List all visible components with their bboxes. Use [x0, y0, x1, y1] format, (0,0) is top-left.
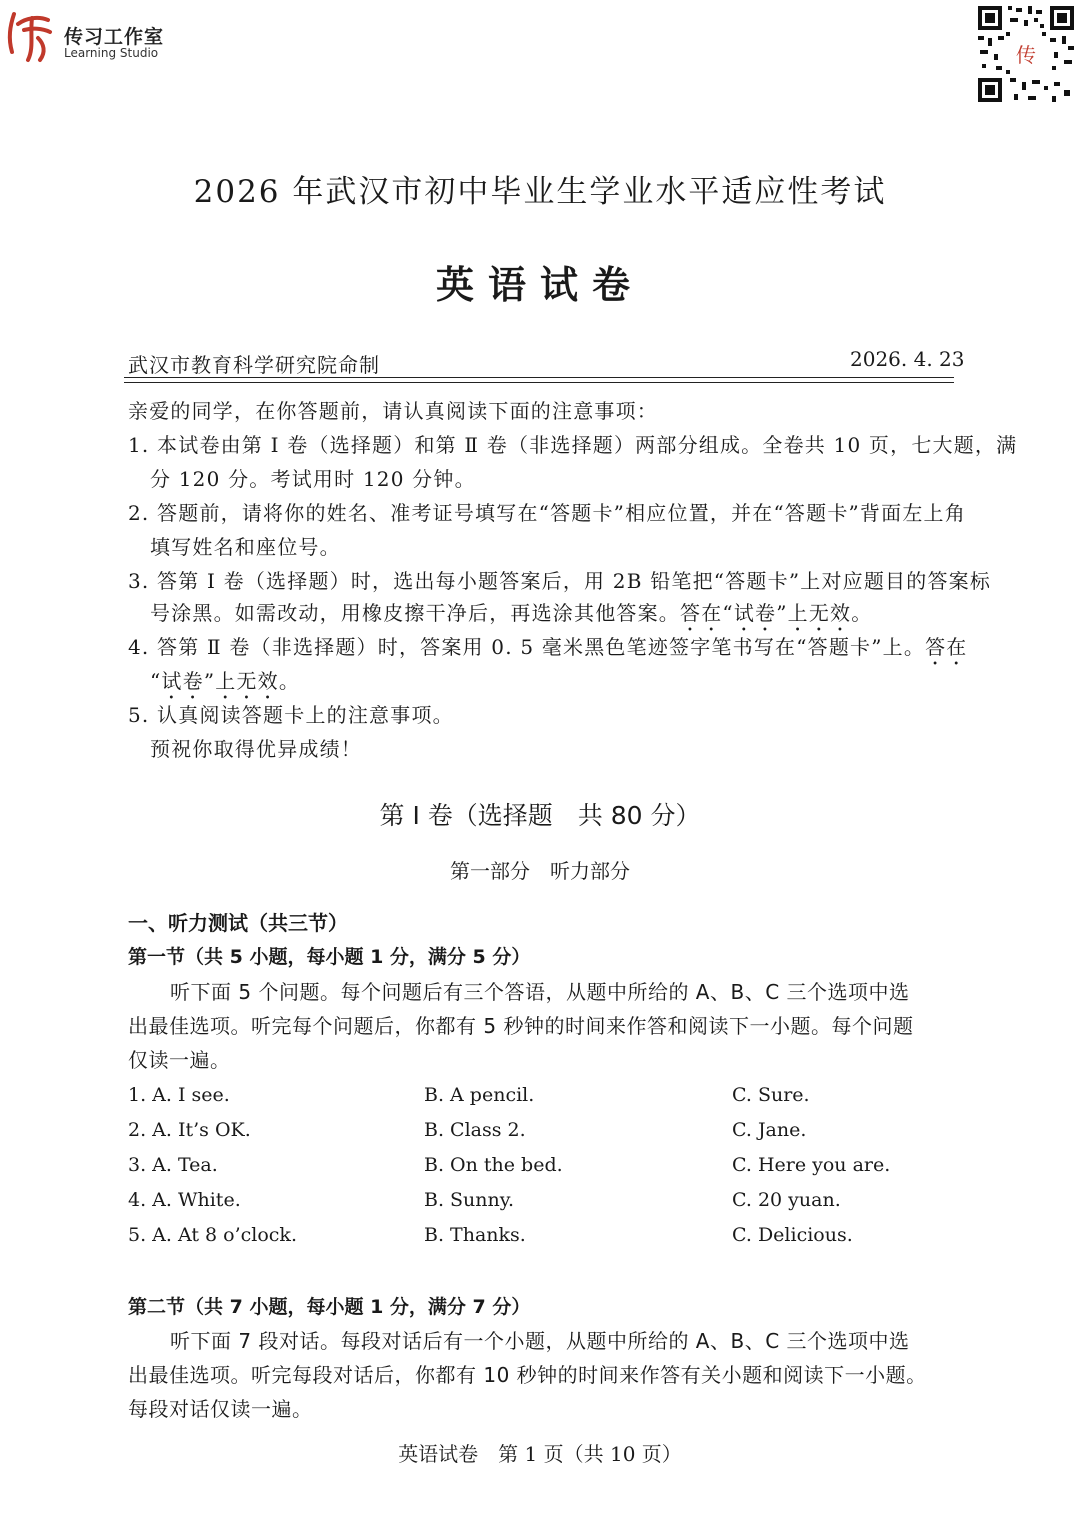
exam-subtitle: 英语试卷: [435, 262, 644, 307]
notice-item-5: 5. 认真阅读答题卡上的注意事项。: [128, 703, 454, 727]
section-2-instr-line2: 出最佳选项。听完每段对话后，你都有 10 秒钟的时间来作答有关小题和阅读下一小题。: [128, 1363, 927, 1387]
section-1-title: 第一节（共 5 小题，每小题 1 分，满分 5 分）: [128, 946, 531, 968]
notice-item-3b-emphasis: 答在“试卷”上无效: [680, 601, 852, 625]
header-rule-top: [124, 377, 954, 378]
question-3-option-b: B. On the bed.: [424, 1154, 563, 1176]
notice-intro: 亲爱的同学，在你答题前，请认真阅读下面的注意事项：: [128, 399, 658, 423]
question-5-option-b: B. Thanks.: [424, 1224, 526, 1246]
publisher: 武汉市教育科学研究院命制: [128, 353, 380, 377]
studio-logo: [0, 8, 200, 68]
qr-center-glyph: 传: [1016, 43, 1036, 67]
question-5-option-c: C. Delicious.: [732, 1224, 853, 1246]
page-footer: 英语试卷 第 1 页（共 10 页）: [398, 1442, 682, 1466]
part-1-title: 第一部分 听力部分: [450, 859, 630, 883]
notice-item-4a-emphasis: 答在: [925, 635, 968, 659]
notice-item-4b-emphasis: “试卷”上无效: [150, 669, 279, 693]
notice-item-2b: 填写姓名和座位号。: [150, 535, 341, 559]
section-1-instr-line3: 仅读一遍。: [128, 1048, 231, 1072]
exam-title: 2026 年武汉市初中毕业生学业水平适应性考试: [193, 174, 887, 210]
notice-item-1a: 1. 本试卷由第 Ⅰ 卷（选择题）和第 Ⅱ 卷（非选择题）两部分组成。全卷共 10 页，七大题，满: [128, 433, 1018, 457]
section-2-title: 第二节（共 7 小题，每小题 1 分，满分 7 分）: [128, 1296, 531, 1318]
question-1-option-a: 1. A. I see.: [128, 1084, 230, 1106]
question-4-option-c: C. 20 yuan.: [732, 1189, 841, 1211]
qr-code-icon[interactable]: [974, 2, 1078, 106]
question-2-option-a: 2. A. It’s OK.: [128, 1119, 251, 1141]
logo-brush-icon: [4, 8, 56, 66]
section-1-instr-line1: 听下面 5 个问题。每个问题后有三个答语，从题中所给的 A、B、C 三个选项中选: [170, 980, 910, 1004]
logo-chinese-text: 传习工作室: [64, 26, 165, 48]
section-1-instr-line2: 出最佳选项。听完每个问题后，你都有 5 秒钟的时间来作答和阅读下一小题。每个问题: [128, 1014, 914, 1038]
section-2-instructions: [128, 1324, 958, 1426]
question-4-option-b: B. Sunny.: [424, 1189, 515, 1211]
question-5-option-a: 5. A. At 8 o’clock.: [128, 1224, 297, 1246]
question-1-option-c: C. Sure.: [732, 1084, 810, 1106]
question-2-option-b: B. Class 2.: [424, 1119, 526, 1141]
listening-section-heading: 一、听力测试（共三节）: [128, 911, 348, 935]
volume-1-title: 第 Ⅰ 卷（选择题 共 80 分）: [379, 801, 701, 830]
notice-item-1b: 分 120 分。考试用时 120 分钟。: [150, 467, 476, 491]
notice-item-4b-end: 。: [278, 669, 301, 693]
question-3-option-a: 3. A. Tea.: [128, 1154, 218, 1176]
header-rule-bottom: [124, 382, 954, 383]
section-1-instructions: [128, 975, 958, 1077]
section-2-instr-line3: 每段对话仅读一遍。: [128, 1397, 313, 1421]
notice-item-4a-text: 4. 答第 Ⅱ 卷（非选择题）时，答案用 0. 5 毫米黑色笔迹签字笔书写在“答题卡”上。: [128, 635, 926, 659]
question-1-option-b: B. A pencil.: [424, 1084, 535, 1106]
question-2-option-c: C. Jane.: [732, 1119, 807, 1141]
notice-item-3b-end: 。: [851, 601, 873, 625]
notice-item-2a: 2. 答题前，请将你的姓名、准考证号填写在“答题卡”相应位置，并在“答题卡”背面左上角: [128, 501, 966, 525]
section-2-instr-line1: 听下面 7 段对话。每段对话后有一个小题，从题中所给的 A、B、C 三个选项中选: [170, 1329, 910, 1353]
logo-english-text: Learning Studio: [64, 46, 159, 60]
question-3-option-c: C. Here you are.: [732, 1154, 891, 1176]
notice-wish: 预祝你取得优异成绩！: [150, 737, 362, 761]
notice-item-3a: 3. 答第 Ⅰ 卷（选择题）时，选出每小题答案后，用 2B 铅笔把“答题卡”上对应题目的答案标: [128, 569, 992, 593]
question-4-option-a: 4. A. White.: [128, 1189, 241, 1211]
exam-date: 2026. 4. 23: [850, 347, 965, 371]
notice-item-3b-text: 号涂黑。如需改动，用橡皮擦干净后，再选涂其他答案。: [150, 601, 680, 625]
